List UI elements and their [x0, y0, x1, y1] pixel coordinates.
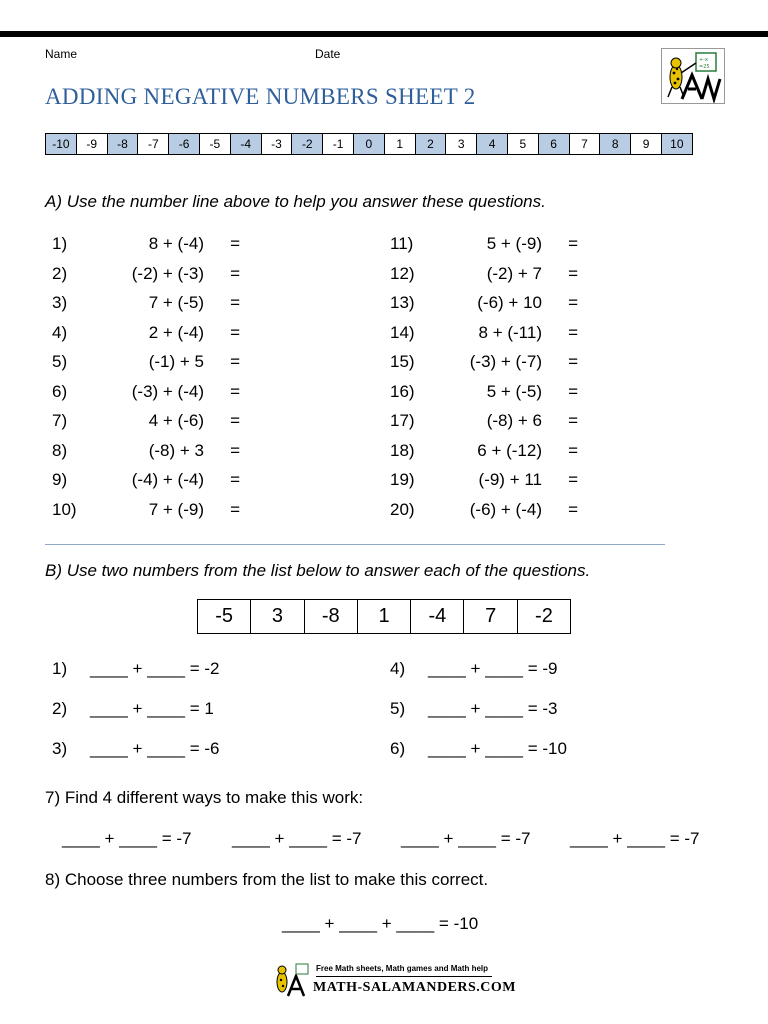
section-b-instruction: B) Use two numbers from the list below to answer each of the questions.: [45, 561, 591, 580]
question-a-3: [52, 291, 252, 315]
question-equals: =: [568, 263, 578, 283]
question-a-4: [52, 321, 252, 345]
question-a-11: [390, 232, 590, 256]
question-blanks: ____ + ____ = -9: [428, 659, 558, 678]
question-expression: 8 + (-11): [478, 322, 542, 342]
question-number: 7): [52, 411, 68, 430]
number-line-cell: 0: [353, 134, 384, 155]
question-number: 4): [390, 659, 406, 678]
question-number: 14): [390, 322, 415, 342]
list-number-cell: 1: [357, 600, 410, 634]
question-number: 17): [390, 411, 415, 430]
question-a-6: [52, 380, 252, 404]
number-line-cell: -3: [261, 134, 292, 155]
number-line-cell: -10: [46, 134, 77, 155]
question-equals: =: [568, 499, 578, 519]
number-line-cell: 2: [415, 134, 446, 155]
question-number: 3): [52, 739, 68, 758]
number-line-cell: -5: [199, 134, 230, 155]
list-number-cell: 3: [251, 600, 304, 634]
number-line-cell: 7: [569, 134, 600, 155]
question-equals: =: [230, 293, 240, 312]
question-number: 10): [52, 499, 77, 519]
question-number: 15): [390, 352, 415, 371]
question-a-13: [390, 291, 590, 315]
question-equals: =: [568, 322, 578, 342]
number-line-cell: -2: [292, 134, 323, 155]
question-number: 20): [390, 499, 415, 519]
number-line-cell: 9: [631, 134, 662, 155]
question-number: 18): [390, 440, 415, 460]
section-divider: [45, 544, 665, 545]
top-border-bar: [0, 31, 768, 37]
question-a-16: [390, 380, 590, 404]
question-a-20: [390, 498, 590, 522]
question-equals: =: [568, 293, 578, 312]
question-a-8: [52, 439, 252, 463]
question-number: 6): [52, 381, 68, 401]
question-a-1: [52, 232, 252, 256]
number-line-cell: 6: [538, 134, 569, 155]
question-expression: 4 + (-6): [148, 411, 204, 430]
question-number: 11): [390, 234, 414, 253]
q7-blank-equation: ____ + ____ = -7: [570, 829, 700, 848]
question-equals: =: [230, 263, 240, 283]
question-expression: (-8) + 6: [486, 411, 542, 430]
number-line-cell: 4: [477, 134, 508, 155]
svg-text:+-x: +-x: [699, 57, 708, 63]
question-expression: 7 + (-9): [148, 499, 204, 519]
question-blanks: ____ + ____ = -10: [428, 739, 567, 758]
question-expression: 7 + (-5): [148, 293, 204, 312]
footer-site-name: MATH-SALAMANDERS.COM: [313, 980, 517, 995]
question-number: 19): [390, 470, 415, 489]
question-number: 12): [390, 263, 415, 283]
list-number-cell: -4: [411, 600, 464, 634]
question-expression: (-2) + 7: [486, 263, 542, 283]
question-equals: =: [568, 470, 578, 489]
number-line-cell: -9: [76, 134, 107, 155]
svg-text:=25: =25: [699, 64, 710, 70]
question-equals: =: [230, 411, 240, 430]
question-equals: =: [230, 234, 240, 253]
question-equals: =: [230, 381, 240, 401]
number-line-cell: -8: [107, 134, 138, 155]
number-line-cell: 8: [600, 134, 631, 155]
question-number: 9): [52, 470, 68, 489]
question-number: 2): [52, 263, 68, 283]
question-a-9: [52, 468, 252, 492]
question-expression: (-2) + (-3): [131, 263, 204, 283]
question-expression: (-4) + (-4): [131, 470, 204, 489]
footer-underline: [316, 976, 492, 977]
question-a-14: [390, 321, 590, 345]
question-equals: =: [568, 381, 578, 401]
page-title: ADDING NEGATIVE NUMBERS SHEET 2: [45, 84, 476, 109]
question-number: 6): [390, 739, 406, 758]
question-a-5: [52, 350, 252, 374]
question-equals: =: [230, 440, 240, 460]
question-expression: (-3) + (-7): [469, 352, 542, 371]
question-blanks: ____ + ____ = -6: [90, 739, 220, 758]
question-number: 1): [52, 659, 68, 678]
question-blanks: ____ + ____ = -3: [428, 699, 558, 718]
question-a-15: [390, 350, 590, 374]
question-expression: (-9) + 11: [478, 470, 542, 489]
question-expression: 6 + (-12): [477, 440, 542, 460]
number-line-cell: -4: [230, 134, 261, 155]
q7-blank-equation: ____ + ____ = -7: [232, 829, 362, 848]
question-blanks: ____ + ____ = -2: [90, 659, 220, 678]
number-line-cell: 1: [384, 134, 415, 155]
question-number: 4): [52, 322, 68, 342]
list-number-cell: 7: [464, 600, 517, 634]
question-equals: =: [568, 352, 578, 371]
number-line-cell: 10: [661, 134, 692, 155]
question-number: 3): [52, 293, 68, 312]
question-a-10: [52, 498, 252, 522]
number-line-cell: -6: [169, 134, 200, 155]
footer-salamander-icon: [272, 962, 312, 998]
question-expression: 2 + (-4): [148, 322, 204, 342]
number-list: [197, 599, 571, 634]
question-equals: =: [230, 352, 240, 371]
q8-prompt: 8) Choose three numbers from the list to make this correct.: [45, 870, 489, 889]
q7-prompt: 7) Find 4 different ways to make this work:: [45, 788, 364, 807]
q7-blank-equation: ____ + ____ = -7: [401, 829, 531, 848]
question-expression: 8 + (-4): [148, 234, 204, 253]
question-expression: 5 + (-9): [486, 234, 542, 253]
question-blanks: ____ + ____ = 1: [90, 699, 214, 718]
question-expression: 5 + (-5): [486, 381, 542, 401]
question-number: 5): [390, 699, 406, 718]
number-line-cell: -1: [323, 134, 354, 155]
question-number: 5): [52, 352, 68, 371]
question-a-2: [52, 262, 252, 286]
question-expression: (-6) + 10: [477, 293, 542, 312]
name-label: Name: [45, 47, 78, 61]
question-equals: =: [230, 499, 240, 519]
question-equals: =: [568, 411, 578, 430]
date-label: Date: [315, 47, 341, 61]
question-equals: =: [230, 322, 240, 342]
list-number-cell: -2: [517, 600, 570, 634]
question-a-18: [390, 439, 590, 463]
section-a-instruction: A) Use the number line above to help you answer these questions.: [45, 192, 546, 211]
salamander-logo-icon: [661, 48, 725, 104]
list-number-cell: -5: [198, 600, 251, 634]
number-line: [45, 133, 693, 155]
question-number: 16): [390, 381, 415, 401]
footer-tagline: Free Math sheets, Math games and Math help: [316, 964, 489, 973]
question-number: 2): [52, 699, 68, 718]
question-expression: (-6) + (-4): [469, 499, 542, 519]
question-expression: (-8) + 3: [148, 440, 204, 460]
q8-item: ____ + ____ + ____ = -10: [282, 914, 479, 933]
question-equals: =: [230, 470, 240, 489]
question-number: 13): [390, 293, 415, 312]
list-number-cell: -8: [304, 600, 357, 634]
question-a-19: [390, 468, 590, 492]
number-line-cell: -7: [138, 134, 169, 155]
question-a-17: [390, 409, 590, 433]
question-equals: =: [568, 440, 578, 460]
number-line-cell: 3: [446, 134, 477, 155]
question-equals: =: [568, 234, 578, 253]
question-a-12: [390, 262, 590, 286]
question-a-7: [52, 409, 252, 433]
question-number: 1): [52, 234, 68, 253]
number-line-cell: 5: [507, 134, 538, 155]
question-expression: (-1) + 5: [148, 352, 204, 371]
question-expression: (-3) + (-4): [131, 381, 204, 401]
q7-blank-equation: ____ + ____ = -7: [62, 829, 192, 848]
question-number: 8): [52, 440, 68, 460]
